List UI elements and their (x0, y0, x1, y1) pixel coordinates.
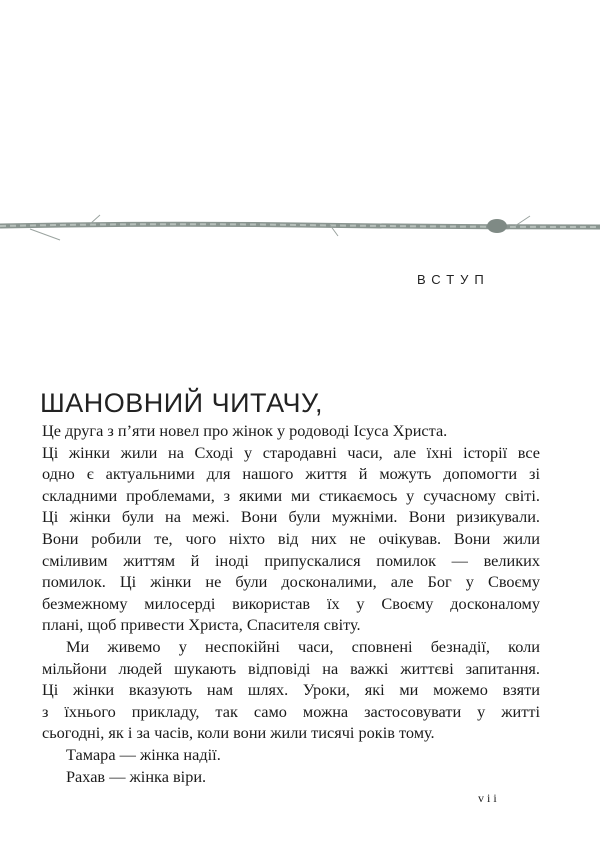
text-line: Тамара — жінка надії. (66, 744, 221, 764)
text-line: сьогодні, як і за часів, коли вони жили тисячі років тому. (42, 723, 435, 743)
section-title: ВСТУП (417, 272, 490, 287)
text-line: Рахав — жінка віри. (66, 766, 207, 786)
page-number: vii (478, 791, 500, 805)
text-line: помилок. Ці жінки не були досконалими, але Бог у Своєму (42, 572, 540, 592)
page-heading: ШАНОВНИЙ ЧИТАЧУ, (40, 388, 324, 418)
text-line: сміливим життям й іноді припускалися помилок — великих (42, 550, 540, 570)
body-text (42, 420, 540, 787)
text-line: Вони робили те, чого ніхто від них не очікував. Вони жили (42, 528, 540, 548)
text-line: безмежному милосерді використав їх у Своєму досконалому (42, 593, 540, 613)
text-line: Ці жінки вказують нам шлях. Уроки, які ми можемо взяти (42, 680, 540, 700)
text-line: Ці жінки були на межі. Вони були мужніми. Вони ризикували. (42, 507, 540, 527)
text-line: Це друга з п’яти новел про жінок у родоводі Ісуса Христа. (42, 421, 448, 440)
text-line: плані, щоб привести Христа, Спасителя світу. (42, 615, 361, 635)
text-line: одно є актуальними для нашого життя й можуть допомогти зі (42, 464, 540, 484)
text-line: Ми живемо у неспокійні часи, сповнені безнадії, коли (66, 636, 540, 656)
twine-rope-illustration (0, 212, 600, 242)
text-line: мільйони людей шукають відповіді на важкі життєві запитання. (42, 658, 540, 678)
text-line: з їхнього прикладу, так само можна застосовувати у житті (42, 701, 540, 721)
text-line: складними проблемами, з якими ми стикаємось у сучасному світі. (42, 485, 540, 505)
text-line: Ці жінки жили на Сході у стародавні часи, але їхні історії все (42, 442, 540, 462)
